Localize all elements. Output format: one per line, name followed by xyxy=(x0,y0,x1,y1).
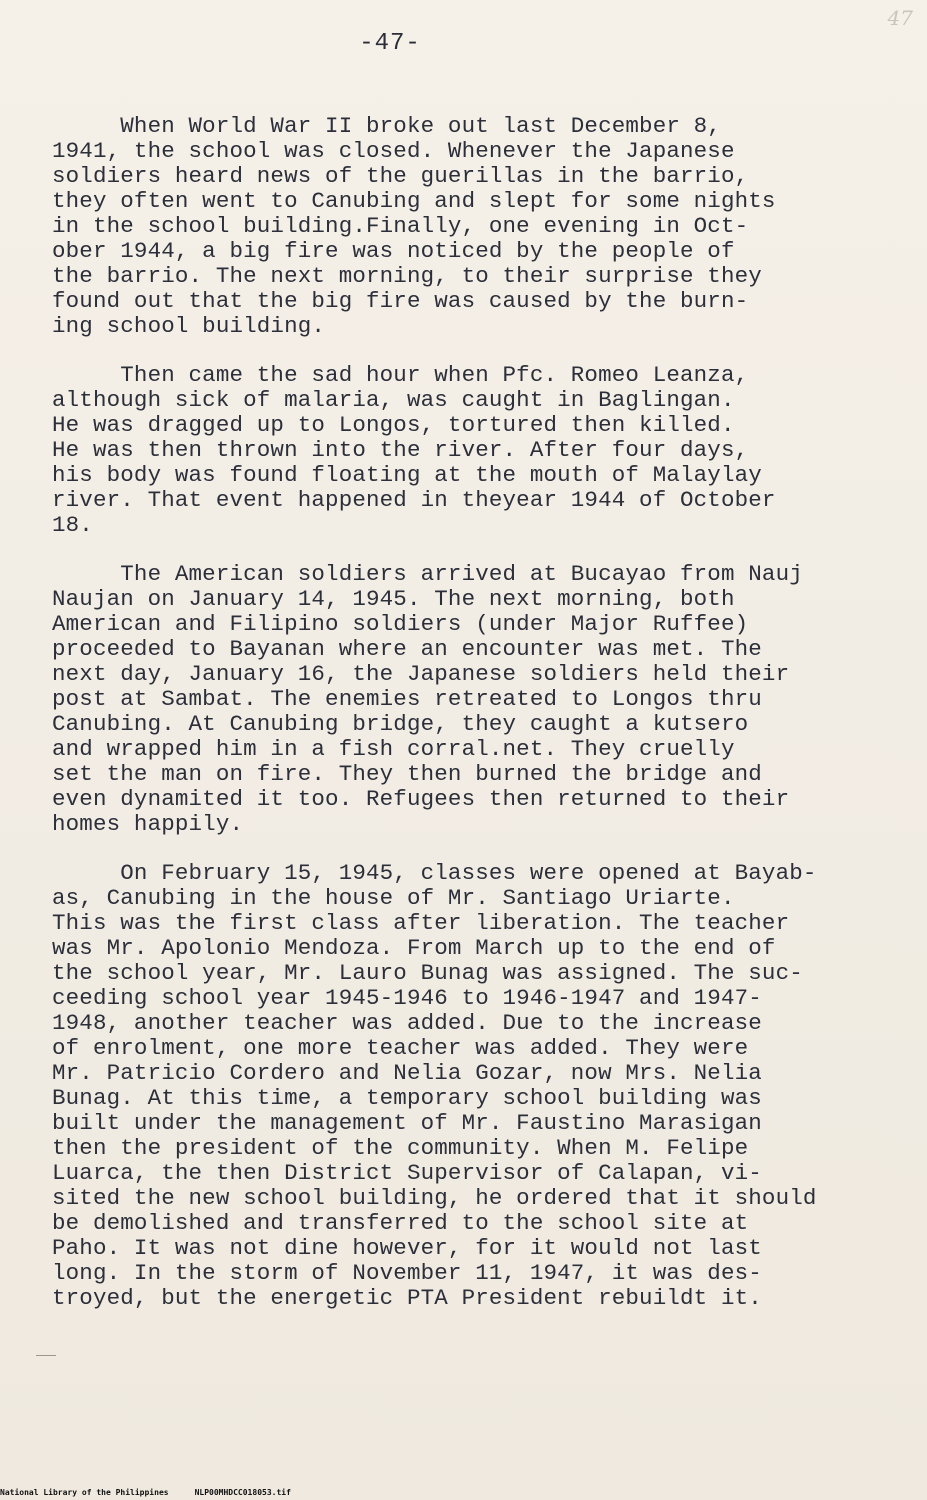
text-line: found out that the big fire was caused by the burn- xyxy=(52,288,749,314)
text-line: Then came the sad hour when Pfc. Romeo Leanza, xyxy=(52,362,749,388)
text-line: Paho. It was not dine however, for it would not last xyxy=(52,1235,762,1261)
text-line: ober 1944, a big fire was noticed by the people of xyxy=(52,238,735,264)
text-line: He was dragged up to Longos, tortured then killed. xyxy=(52,412,735,438)
text-line: soldiers heard news of the guerillas in the barrio, xyxy=(52,163,749,189)
text-line: then the president of the community. When M. Felipe xyxy=(52,1135,749,1161)
text-line: long. In the storm of November 11, 1947, it was des- xyxy=(52,1260,762,1286)
text-line: was Mr. Apolonio Mendoza. From March up to the end of xyxy=(52,935,776,961)
text-line: Luarca, the then District Supervisor of Calapan, vi- xyxy=(52,1160,762,1186)
paragraph-leanza xyxy=(52,363,882,538)
text-line: Naujan on January 14, 1945. The next morning, both xyxy=(52,586,735,612)
text-line: proceeded to Bayanan where an encounter was met. The xyxy=(52,636,762,662)
text-line: 1941, the school was closed. Whenever the Japanese xyxy=(52,138,735,164)
text-line: 18. xyxy=(52,512,93,538)
text-line: river. That event happened in theyear 1944 of October xyxy=(52,487,776,513)
corner-pencil-mark: 47 xyxy=(887,6,913,30)
text-line: On February 15, 1945, classes were opened at Bayab- xyxy=(52,860,817,886)
text-line: Mr. Patricio Cordero and Nelia Gozar, now Mrs. Nelia xyxy=(52,1060,762,1086)
text-line: built under the management of Mr. Faustino Marasigan xyxy=(52,1110,762,1136)
text-line: ing school building. xyxy=(52,313,326,339)
text-line: even dynamited it too. Refugees then returned to their xyxy=(52,786,790,812)
text-line: post at Sambat. The enemies retreated to Longos thru xyxy=(52,686,762,712)
text-line: Bunag. At this time, a temporary school building was xyxy=(52,1085,762,1111)
text-line: although sick of malaria, was caught in Baglingan. xyxy=(52,387,735,413)
paragraph-american-soldiers xyxy=(52,562,882,837)
text-line: the barrio. The next morning, to their surprise they xyxy=(52,263,762,289)
text-line: American and Filipino soldiers (under Major Ruffee) xyxy=(52,611,749,637)
text-line: next day, January 16, the Japanese soldiers held their xyxy=(52,661,790,687)
text-line: they often went to Canubing and slept for some nights xyxy=(52,188,776,214)
text-line: the school year, Mr. Lauro Bunag was assigned. The suc- xyxy=(52,960,803,986)
text-line: sited the new school building, he ordered that it should xyxy=(52,1185,817,1211)
text-line: set the man on fire. They then burned the bridge and xyxy=(52,761,762,787)
page-number: -47- xyxy=(359,30,421,57)
text-line: This was the first class after liberation. The teacher xyxy=(52,910,790,936)
text-line: ceeding school year 1945-1946 to 1946-1947 and 1947- xyxy=(52,985,762,1011)
text-line: his body was found floating at the mouth of Malaylay xyxy=(52,462,762,488)
text-line: troyed, but the energetic PTA President rebuildt it. xyxy=(52,1285,762,1311)
scan-footer xyxy=(0,1488,291,1497)
text-line: 1948, another teacher was added. Due to the increase xyxy=(52,1010,762,1036)
text-line: be demolished and transferred to the school site at xyxy=(52,1210,749,1236)
text-line: When World War II broke out last December 8, xyxy=(52,113,721,139)
text-line: and wrapped him in a fish corral.net. They cruelly xyxy=(52,736,735,762)
footer-library: National Library of the Philippines xyxy=(0,1488,169,1497)
text-line: as, Canubing in the house of Mr. Santiago Uriarte. xyxy=(52,885,735,911)
text-line: of enrolment, one more teacher was added. They were xyxy=(52,1035,749,1061)
text-line: He was then thrown into the river. After four days, xyxy=(52,437,749,463)
margin-dash xyxy=(36,1355,56,1356)
footer-filename: NLP00MHDCC018053.tif xyxy=(194,1488,291,1497)
text-line: in the school building.Finally, one evening in Oct- xyxy=(52,213,749,239)
text-line: Canubing. At Canubing bridge, they caught a kutsero xyxy=(52,711,749,737)
paragraph-classes-opened xyxy=(52,861,882,1311)
text-line: homes happily. xyxy=(52,811,244,837)
paragraph-war-outbreak xyxy=(52,114,882,339)
text-line: The American soldiers arrived at Bucayao from Nauj xyxy=(52,561,803,587)
document-body xyxy=(52,114,882,1335)
